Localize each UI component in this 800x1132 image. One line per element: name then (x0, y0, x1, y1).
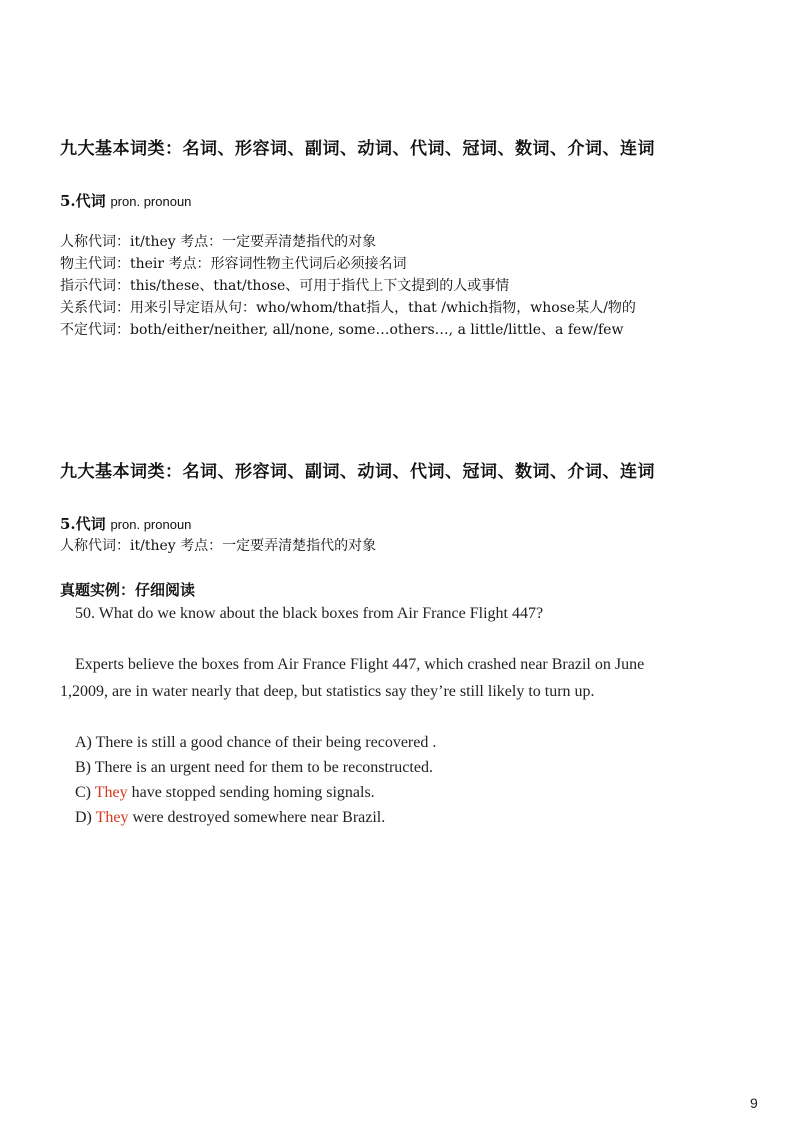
block2-section-english: pron. pronoun (110, 517, 192, 532)
page-number: 9 (750, 1095, 758, 1111)
block2-section-number: 5.代词 (60, 515, 106, 533)
block2-personal-pronoun-line: 人称代词：it/they 考点：一定要弄清楚指代的对象 (60, 538, 377, 554)
block2-section-heading (60, 513, 191, 534)
demonstrative-pronoun-line: 指示代词：this/these、that/those、可用于指代上下文提到的人或事情 (60, 278, 510, 294)
relative-pronoun-line: 关系代词：用来引导定语从句：who/whom/that指人，that /which指物，whose某人/物的 (60, 300, 636, 316)
option-d-rest: were destroyed somewhere near Brazil. (128, 809, 386, 826)
block1-section-english: pron. pronoun (110, 194, 192, 209)
block1-section-heading (60, 190, 191, 211)
answer-options (75, 730, 436, 830)
possessive-pronoun-line: 物主代词：their 考点：形容词性物主代词后必须接名词 (60, 256, 407, 272)
personal-pronoun-line: 人称代词：it/they 考点：一定要弄清楚指代的对象 (60, 234, 377, 250)
option-c (75, 780, 436, 805)
indefinite-pronoun-line: 不定代词：both/either/neither, all/none, some…others…, a little/little、a few/few (60, 322, 624, 338)
option-b: B) There is an urgent need for them to be reconstructed. (75, 759, 433, 776)
option-d (75, 805, 436, 830)
block2-title: 九大基本词类：名词、形容词、副词、动词、代词、冠词、数词、介词、连词 (60, 462, 655, 482)
question-text: 50. What do we know about the black boxes from Air France Flight 447? (75, 605, 544, 622)
option-d-prefix: D) (75, 809, 96, 826)
example-heading: 真题实例：仔细阅读 (60, 581, 196, 599)
passage-line-1: Experts believe the boxes from Air France Flight 447, which crashed near Brazil on June (75, 656, 645, 673)
passage-line-2: 1,2009, are in water nearly that deep, but statistics say they’re still likely to turn up. (60, 683, 595, 700)
block1-pronoun-list (60, 231, 636, 341)
option-a: A) There is still a good chance of their being recovered . (75, 734, 437, 751)
option-d-highlight: They (95, 809, 129, 826)
option-c-rest: have stopped sending homing signals. (127, 784, 375, 801)
option-c-highlight: They (94, 784, 128, 801)
block1-section-number: 5.代词 (60, 192, 106, 210)
block1-title: 九大基本词类：名词、形容词、副词、动词、代词、冠词、数词、介词、连词 (60, 139, 655, 159)
option-c-prefix: C) (75, 784, 95, 801)
